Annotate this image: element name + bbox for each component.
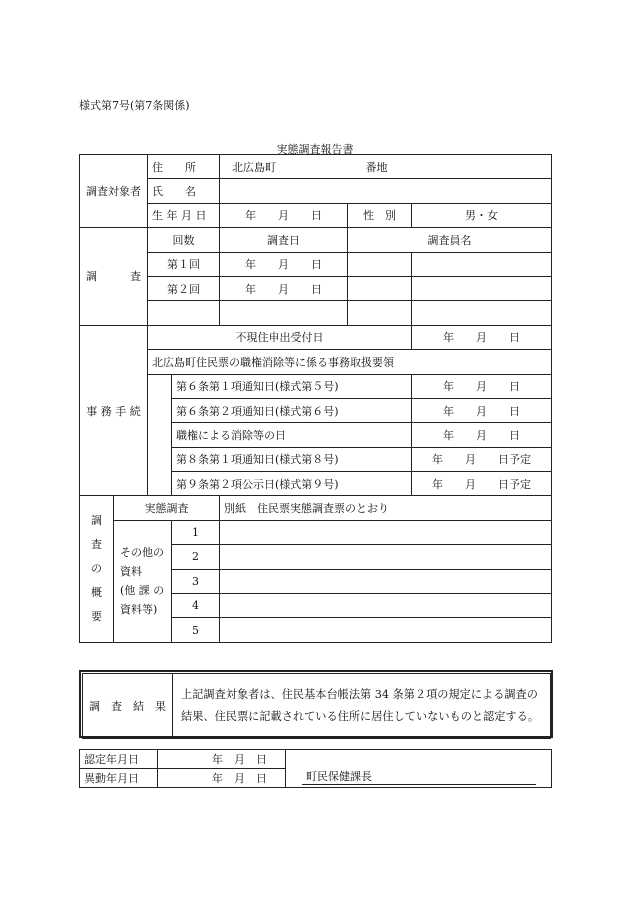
result-text: 上記調査対象者は、住民基本台帳法第 34 条第２項の規定による調査の結果、住民票に記載されている住所に居住していないものと認定する。 [173, 674, 551, 739]
procedure-item: 職権による消除等の日 [172, 423, 412, 447]
guideline-label: 北広島町住民票の職権消除等に係る事務取扱要領 [148, 350, 552, 374]
address-field[interactable] [220, 155, 552, 179]
certification-table [79, 749, 552, 788]
material-number: 4 [172, 594, 220, 618]
procedure-planned-field[interactable]: 年 月 日予定 [412, 447, 552, 471]
surveyor-field[interactable] [348, 252, 412, 276]
result-table [82, 673, 551, 739]
surveyor-field[interactable] [348, 301, 412, 325]
other-materials-label: その他の 資料 (他 課 の 資料等) [114, 520, 172, 642]
surveyor-field[interactable] [412, 301, 552, 325]
procedure-date-field[interactable]: 年 月 日 [412, 398, 552, 422]
filing-date-field[interactable]: 年 月 日 [412, 325, 552, 349]
survey-round-label: 第２回 [148, 276, 220, 300]
procedure-item: 第９条第２項公示日(様式第９号) [172, 472, 412, 496]
survey-round-label [148, 301, 220, 325]
changed-date-label: 異動年月日 [80, 769, 158, 788]
form-number: 様式第7号(第7条関係) [79, 99, 190, 112]
material-field[interactable] [220, 545, 552, 569]
actual-survey-label: 実態調査 [114, 496, 220, 520]
procedure-planned-field[interactable]: 年 月 日予定 [412, 472, 552, 496]
material-number: 1 [172, 520, 220, 544]
procedure-group-label: 事 務 手 続 [80, 325, 148, 496]
report-table [79, 154, 552, 643]
survey-round-label: 第１回 [148, 252, 220, 276]
signer-title: 町民保健課長 [302, 768, 536, 785]
sex-field[interactable]: 男・女 [412, 203, 552, 227]
result-label: 調 査 結 果 [83, 674, 173, 739]
subject-group-label: 調査対象者 [80, 155, 148, 228]
surveyor-field[interactable] [348, 276, 412, 300]
recognized-date-field[interactable]: 年 月 日 [158, 750, 286, 769]
survey-group-label: 調 査 [80, 228, 148, 326]
surveyor-field[interactable] [412, 252, 552, 276]
address-label: 住 所 [148, 155, 220, 179]
changed-date-field[interactable]: 年 月 日 [158, 769, 286, 788]
survey-date-field[interactable]: 年 月 日 [220, 252, 348, 276]
survey-date-field[interactable]: 年 月 日 [220, 276, 348, 300]
material-field[interactable] [220, 594, 552, 618]
actual-survey-value: 別紙 住民票実態調査票のとおり [220, 496, 552, 520]
procedure-item: 第６条第２項通知日(様式第６号) [172, 398, 412, 422]
material-number: 3 [172, 569, 220, 593]
name-field[interactable] [220, 179, 552, 203]
address-suffix: 番地 [365, 160, 388, 174]
surveyor-field[interactable] [412, 276, 552, 300]
count-header: 回数 [148, 228, 220, 252]
dob-field[interactable]: 年 月 日 [220, 203, 348, 227]
overview-group-label: 調 査 の 概 要 [80, 496, 114, 642]
material-number: 2 [172, 545, 220, 569]
filing-date-label: 不現住申出受付日 [148, 325, 412, 349]
surveyor-header: 調査員名 [348, 228, 552, 252]
procedure-date-field[interactable]: 年 月 日 [412, 423, 552, 447]
procedure-item: 第６条第１項通知日(様式第５号) [172, 374, 412, 398]
material-field[interactable] [220, 520, 552, 544]
address-town: 北広島町 [232, 160, 276, 174]
name-label: 氏 名 [148, 179, 220, 203]
material-field[interactable] [220, 569, 552, 593]
material-field[interactable] [220, 618, 552, 642]
survey-date-field[interactable] [220, 301, 348, 325]
signature-cell [286, 750, 552, 788]
material-number: 5 [172, 618, 220, 642]
dob-label: 生 年 月 日 [148, 203, 220, 227]
sex-label: 性 別 [348, 203, 412, 227]
survey-date-header: 調査日 [220, 228, 348, 252]
procedure-date-field[interactable]: 年 月 日 [412, 374, 552, 398]
recognized-date-label: 認定年月日 [80, 750, 158, 769]
procedure-item: 第８条第１項通知日(様式第８号) [172, 447, 412, 471]
document-title: 実態調査報告書 [276, 143, 354, 156]
